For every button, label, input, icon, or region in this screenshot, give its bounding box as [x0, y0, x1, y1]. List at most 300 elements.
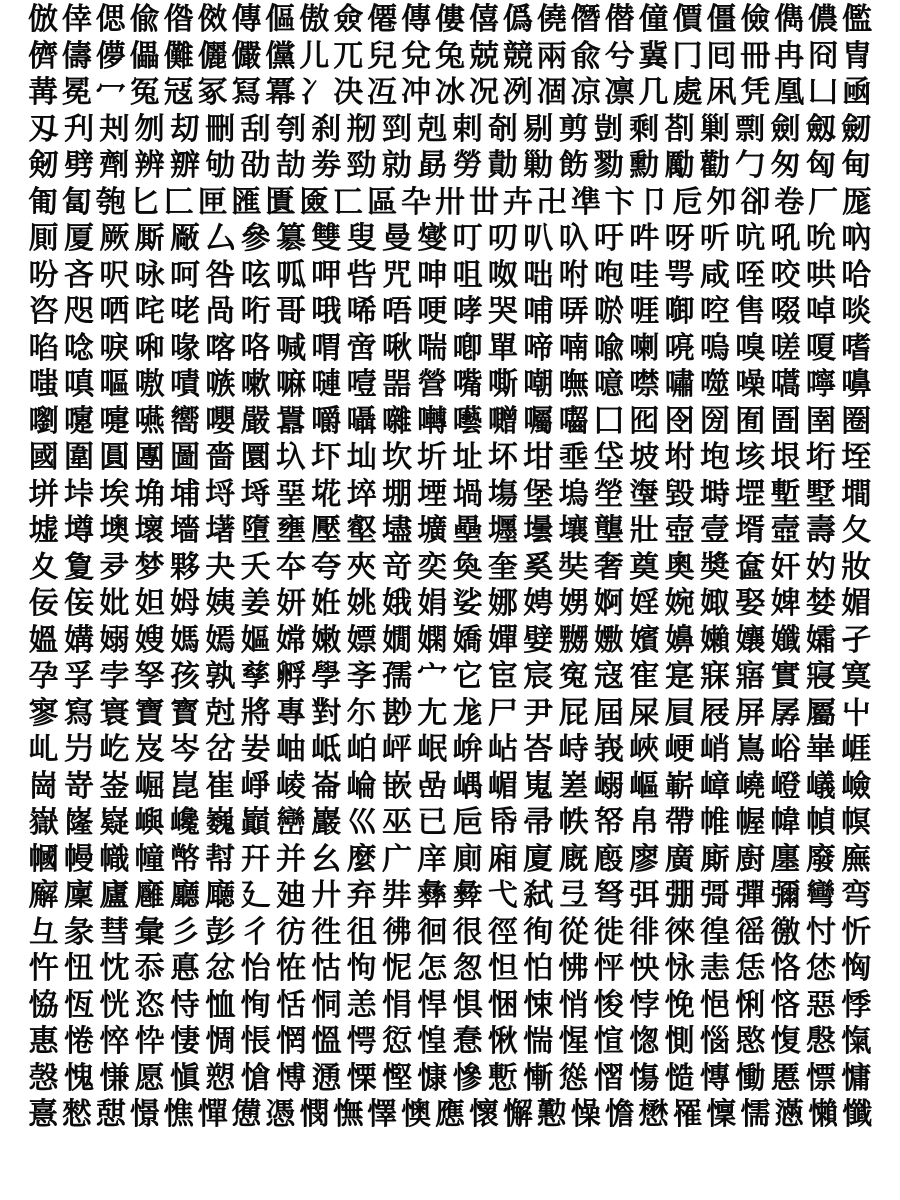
glyph: 辨	[134, 148, 165, 183]
glyph: 囃	[381, 403, 412, 439]
glyph: 圷	[311, 440, 342, 475]
glyph: 喩	[593, 330, 624, 366]
glyph: 彁	[699, 878, 730, 913]
glyph: 岷	[417, 732, 448, 767]
glyph: 埒	[205, 476, 236, 512]
glyph: 徑	[487, 914, 518, 950]
glyph: 懃	[536, 1097, 567, 1132]
glyph: 姆	[169, 586, 200, 621]
glyph: 喃	[558, 330, 589, 366]
glyph: 嚠	[28, 403, 59, 439]
glyph: 囀	[417, 403, 448, 439]
glyph: 彖	[63, 914, 94, 950]
glyph: 咯	[240, 330, 271, 366]
glyph: 勠	[593, 148, 624, 183]
glyph: 哮	[452, 294, 483, 329]
glyph: 嵎	[452, 768, 483, 804]
glyph: 壻	[735, 513, 766, 548]
glyph: 廬	[99, 878, 130, 913]
glyph: 媾	[63, 622, 94, 658]
glyph: 哈	[841, 257, 872, 293]
glyph: 刮	[240, 111, 271, 147]
glyph: 囓	[558, 403, 589, 439]
glyph: 哭	[487, 294, 518, 329]
glyph: 圀	[699, 403, 730, 439]
glyph: 恪	[770, 951, 801, 986]
glyph: 坩	[523, 440, 554, 475]
glyph: 廝	[699, 841, 730, 877]
glyph: 懺	[842, 1097, 873, 1132]
glyph: 峅	[452, 732, 483, 767]
glyph: 嵶	[593, 768, 624, 804]
glyph: 怡	[240, 951, 271, 986]
glyph: 忸	[63, 951, 94, 986]
glyph: 坡	[629, 440, 660, 475]
glyph: 吩	[28, 257, 59, 293]
glyph: 妲	[134, 586, 165, 621]
glyph: 忤	[28, 951, 59, 986]
glyph: 姚	[346, 586, 377, 621]
glyph: 嫩	[311, 622, 342, 658]
glyph: 啼	[523, 330, 554, 366]
glyph: 垠	[770, 440, 801, 475]
glyph: 刪	[205, 111, 236, 147]
glyph: 勁	[346, 148, 377, 183]
glyph: 孅	[770, 622, 801, 658]
glyph: 嫣	[205, 622, 236, 658]
glyph: 卆	[401, 184, 432, 220]
glyph: 傴	[265, 2, 296, 37]
glyph: 岾	[487, 732, 518, 767]
glyph: 廾	[311, 878, 342, 913]
glyph: 悗	[664, 987, 695, 1023]
glyph: 凉	[570, 75, 601, 110]
glyph: 慙	[487, 1060, 518, 1096]
glyph: 勵	[664, 148, 695, 183]
glyph: 噤	[629, 367, 660, 402]
glyph: 愨	[28, 1060, 59, 1096]
glyph-row	[26, 112, 874, 149]
glyph: 悁	[381, 987, 412, 1023]
glyph: 叟	[346, 221, 377, 256]
glyph: 慷	[417, 1060, 448, 1096]
glyph: 卍	[536, 184, 567, 220]
glyph: 呀	[664, 221, 695, 256]
glyph: 凩	[706, 75, 737, 110]
glyph: 嘖	[169, 367, 200, 402]
glyph: 兩	[536, 38, 567, 74]
glyph: 惠	[28, 1024, 59, 1059]
glyph: 呻	[417, 257, 448, 293]
glyph: 夸	[311, 549, 342, 585]
glyph: 圉	[805, 403, 836, 439]
glyph: 彎	[805, 878, 836, 913]
glyph: 恟	[841, 951, 872, 986]
glyph: 圖	[169, 440, 200, 475]
glyph: 哺	[523, 294, 554, 329]
glyph-row	[26, 2, 874, 39]
glyph: 劵	[311, 148, 342, 183]
glyph: 叨	[487, 221, 518, 256]
glyph: 唳	[99, 330, 130, 366]
glyph: 厥	[99, 221, 130, 256]
glyph: 孱	[770, 695, 801, 731]
glyph: 丗	[468, 184, 499, 220]
glyph: 甸	[841, 148, 872, 183]
glyph: 壼	[770, 513, 801, 548]
glyph: 坎	[381, 440, 412, 475]
glyph: 弸	[664, 878, 695, 913]
glyph: 壜	[523, 513, 554, 548]
glyph: 愬	[205, 1060, 236, 1096]
glyph: 懦	[740, 1097, 771, 1132]
glyph: 剩	[629, 111, 660, 147]
glyph: 匱	[265, 184, 296, 220]
glyph: 悛	[593, 987, 624, 1023]
glyph: 憖	[61, 1097, 92, 1132]
glyph: 囗	[593, 403, 624, 439]
glyph: 悖	[629, 987, 660, 1023]
glyph: 傲	[299, 2, 330, 37]
glyph: 匳	[299, 184, 330, 220]
glyph: 呶	[487, 257, 518, 293]
glyph: 惆	[205, 1024, 236, 1059]
glyph: 嗄	[805, 330, 836, 366]
glyph: 勗	[417, 148, 448, 183]
glyph: 姙	[311, 586, 342, 621]
glyph: 帚	[523, 805, 554, 840]
glyph: 愡	[629, 1024, 660, 1059]
glyph-row	[26, 185, 874, 222]
glyph: 恆	[63, 987, 94, 1023]
glyph: 啌	[699, 294, 730, 329]
glyph: 嬶	[664, 622, 695, 658]
glyph: 岻	[311, 732, 342, 767]
glyph: 埃	[99, 476, 130, 512]
glyph: 儖	[842, 2, 873, 37]
glyph: 喘	[417, 330, 448, 366]
glyph: 彑	[28, 914, 59, 950]
glyph: 彿	[381, 914, 412, 950]
glyph: 剋	[417, 111, 448, 147]
glyph: 屹	[99, 732, 130, 767]
glyph: 徨	[699, 914, 730, 950]
glyph: 惱	[699, 1024, 730, 1059]
glyph-row	[26, 623, 874, 660]
glyph: 囮	[629, 403, 660, 439]
glyph: 傳	[231, 2, 262, 37]
glyph: 廏	[593, 841, 624, 877]
glyph: 慯	[629, 1060, 660, 1096]
glyph: 咬	[770, 257, 801, 293]
glyph: 怛	[487, 951, 518, 986]
glyph: 冕	[61, 75, 92, 110]
glyph: 圈	[841, 403, 872, 439]
glyph: 嘸	[558, 367, 589, 402]
glyph: 儉	[740, 2, 771, 37]
glyph: 寫	[63, 695, 94, 731]
glyph: 偲	[95, 2, 126, 37]
glyph: 堡	[523, 476, 554, 512]
glyph: 嫻	[417, 622, 448, 658]
glyph: 奕	[417, 549, 448, 585]
glyph: 慝	[770, 1060, 801, 1096]
glyph: 嬾	[699, 622, 730, 658]
glyph: 啻	[346, 330, 377, 366]
glyph: 勣	[487, 148, 518, 183]
glyph: 圻	[417, 440, 448, 475]
glyph: 幔	[63, 841, 94, 877]
glyph: 彜	[452, 878, 483, 913]
glyph-row	[26, 842, 874, 879]
glyph: 很	[452, 914, 483, 950]
glyph: 壥	[487, 513, 518, 548]
glyph: 垰	[63, 476, 94, 512]
glyph: 儕	[27, 38, 58, 74]
glyph: 寥	[28, 695, 59, 731]
glyph: 岶	[346, 732, 377, 767]
glyph: 匈	[805, 148, 836, 183]
glyph: 刹	[311, 111, 342, 147]
glyph: 岼	[381, 732, 412, 767]
glyph: 它	[452, 659, 483, 694]
glyph: 慇	[805, 1024, 836, 1059]
glyph: 哘	[240, 294, 271, 329]
glyph: 尸	[487, 695, 518, 731]
glyph: 嚥	[134, 403, 165, 439]
glyph-row	[26, 440, 874, 477]
glyph: 嶄	[664, 768, 695, 804]
glyph: 嘛	[275, 367, 306, 402]
glyph: 慫	[558, 1060, 589, 1096]
glyph: 愧	[63, 1060, 94, 1096]
glyph: 悽	[169, 1024, 200, 1059]
glyph: 卻	[740, 184, 771, 220]
glyph: 喟	[311, 330, 342, 366]
glyph: 圍	[63, 440, 94, 475]
glyph: 咒	[381, 257, 412, 293]
glyph: 峩	[593, 732, 624, 767]
glyph: 慄	[346, 1060, 377, 1096]
glyph: 冲	[401, 75, 432, 110]
glyph: 怩	[381, 951, 412, 986]
glyph: 營	[417, 367, 448, 402]
glyph-row	[26, 331, 874, 368]
glyph: 勍	[381, 148, 412, 183]
glyph: 儼	[231, 38, 262, 74]
glyph: 怕	[523, 951, 554, 986]
glyph: 恊	[28, 987, 59, 1023]
glyph: 僖	[468, 2, 499, 37]
glyph: 惡	[805, 987, 836, 1023]
glyph: 愎	[770, 1024, 801, 1059]
glyph: 專	[275, 695, 306, 731]
glyph: 壅	[275, 513, 306, 548]
glyph: 弖	[558, 878, 589, 913]
glyph: 學	[311, 659, 342, 694]
glyph: 恙	[346, 987, 377, 1023]
glyph: 屮	[841, 695, 872, 731]
glyph: 媚	[841, 586, 872, 621]
glyph: 呵	[169, 257, 200, 293]
glyph: 吮	[805, 221, 836, 256]
glyph: 孳	[240, 659, 271, 694]
glyph: 徼	[770, 914, 801, 950]
glyph: 僞	[502, 2, 533, 37]
glyph: 怎	[417, 951, 448, 986]
glyph: 墅	[805, 476, 836, 512]
glyph: 塋	[593, 476, 624, 512]
glyph: 寇	[593, 659, 624, 694]
glyph: 國	[28, 440, 59, 475]
glyph: 囂	[275, 403, 306, 439]
glyph: 乢	[28, 732, 59, 767]
glyph: 嵋	[487, 768, 518, 804]
glyph: 崋	[805, 732, 836, 767]
glyph: 冰	[435, 75, 466, 110]
glyph: 垳	[805, 440, 836, 475]
glyph: 厂	[808, 184, 839, 220]
glyph: 凾	[842, 75, 873, 110]
glyph: 嶮	[841, 768, 872, 804]
glyph: 弑	[523, 878, 554, 913]
glyph: 峭	[699, 732, 730, 767]
glyph: 埣	[346, 476, 377, 512]
glyph: 弯	[841, 878, 872, 913]
glyph: 兀	[333, 38, 364, 74]
glyph: 峽	[629, 732, 660, 767]
glyph: 嬋	[487, 622, 518, 658]
glyph: 啀	[629, 294, 660, 329]
glyph: 墹	[841, 476, 872, 512]
glyph: 嵒	[417, 768, 448, 804]
glyph: 從	[558, 914, 589, 950]
glyph: 僉	[333, 2, 364, 37]
glyph: 實	[770, 659, 801, 694]
glyph: 哦	[311, 294, 342, 329]
glyph: 冑	[842, 38, 873, 74]
glyph: 崢	[240, 768, 271, 804]
glyph: 惘	[275, 1024, 306, 1059]
glyph: 弋	[487, 878, 518, 913]
glyph: 尓	[346, 695, 377, 731]
glyph: 剳	[664, 111, 695, 147]
glyph: 咢	[664, 257, 695, 293]
glyph: 寉	[629, 659, 660, 694]
glyph: 慘	[452, 1060, 483, 1096]
glyph: 卩	[638, 184, 669, 220]
glyph: 娜	[487, 586, 518, 621]
glyph: 愾	[841, 1024, 872, 1059]
glyph: 恬	[275, 987, 306, 1023]
glyph: 怺	[664, 951, 695, 986]
glyph: 囈	[452, 403, 483, 439]
glyph: 嫖	[346, 622, 377, 658]
glyph: 啾	[381, 330, 412, 366]
glyph: 弃	[346, 878, 377, 913]
glyph: 噪	[735, 367, 766, 402]
glyph: 咎	[205, 257, 236, 293]
glyph: 娶	[735, 586, 766, 621]
glyph: 孃	[735, 622, 766, 658]
glyph: 刎	[134, 111, 165, 147]
glyph: 壗	[381, 513, 412, 548]
glyph: 卞	[604, 184, 635, 220]
glyph: 慳	[381, 1060, 412, 1096]
glyph: 岑	[169, 732, 200, 767]
glyph: 劼	[275, 148, 306, 183]
glyph: 兢	[468, 38, 499, 74]
glyph: 寞	[841, 659, 872, 694]
glyph: 宀	[417, 659, 448, 694]
glyph: 兪	[570, 38, 601, 74]
glyph: 罹	[672, 1097, 703, 1132]
glyph: 麼	[346, 841, 377, 877]
glyph: 嬖	[523, 622, 554, 658]
glyph: 忱	[99, 951, 130, 986]
glyph: 幄	[735, 805, 766, 840]
glyph: 怦	[593, 951, 624, 986]
glyph: 奘	[558, 549, 589, 585]
glyph: 匆	[770, 148, 801, 183]
glyph: 巓	[240, 805, 271, 840]
glyph: 徘	[629, 914, 660, 950]
glyph: 咥	[735, 257, 766, 293]
glyph: 恂	[240, 987, 271, 1023]
glyph: 應	[435, 1097, 466, 1132]
glyph: 埀	[558, 440, 589, 475]
glyph: 峪	[770, 732, 801, 767]
glyph: 妁	[805, 549, 836, 585]
glyph: 廖	[629, 841, 660, 877]
glyph: 帙	[558, 805, 589, 840]
glyph: 卮	[672, 184, 703, 220]
glyph: 嫺	[381, 622, 412, 658]
glyph: 孀	[805, 622, 836, 658]
glyph: 愴	[240, 1060, 271, 1096]
glyph: 剱	[28, 148, 59, 183]
glyph: 嗚	[699, 330, 730, 366]
glyph: 恠	[275, 951, 306, 986]
glyph: 喨	[664, 330, 695, 366]
glyph: 妝	[841, 549, 872, 585]
glyph: 懊	[401, 1097, 432, 1132]
glyph: 决	[333, 75, 364, 110]
glyph: 寔	[664, 659, 695, 694]
glyph: 噬	[699, 367, 730, 402]
glyph: 嘔	[99, 367, 130, 402]
glyph: 冫	[299, 75, 330, 110]
glyph: 奐	[452, 549, 483, 585]
glyph: 壙	[417, 513, 448, 548]
glyph: 岫	[275, 732, 306, 767]
glyph: 妍	[275, 586, 306, 621]
glyph: 倖	[61, 2, 92, 37]
glyph: 冦	[163, 75, 194, 110]
glyph: 帶	[664, 805, 695, 840]
glyph: 壤	[558, 513, 589, 548]
glyph: 婪	[805, 586, 836, 621]
glyph: 已	[417, 805, 448, 840]
glyph: 憇	[95, 1097, 126, 1132]
glyph: 嚔	[63, 403, 94, 439]
glyph: 廱	[134, 878, 165, 913]
glyph: 怙	[311, 951, 342, 986]
glyph: 恫	[311, 987, 342, 1023]
glyph: 怏	[629, 951, 660, 986]
glyph: 壹	[699, 513, 730, 548]
glyph: 彝	[417, 878, 448, 913]
